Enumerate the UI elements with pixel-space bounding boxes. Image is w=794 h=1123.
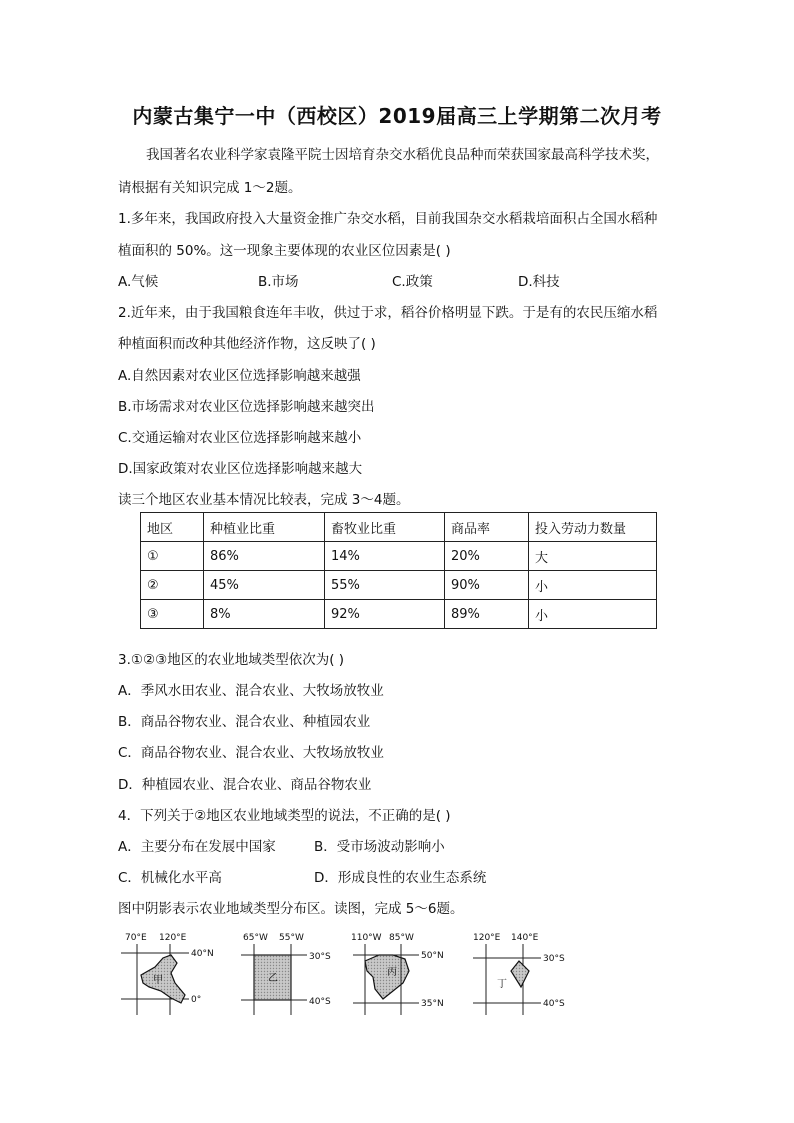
q1-option-b[interactable]: B.市场 [258,274,299,290]
q2-option-b[interactable]: B.市场需求对农业区位选择影响越来越突出 [118,399,375,415]
table-intro: 读三个地区农业基本情况比较表，完成 3～4题。 [118,492,410,508]
q4-stem: 4．下列关于②地区农业地域类型的说法，不正确的是( ) [118,808,451,824]
map-ding-lat-bottom: 40°S [543,999,565,1009]
q4-option-c[interactable]: C．机械化水平高 [118,870,222,886]
table-header-cell: 商品率 [445,513,529,542]
map-jia-lon-left: 70°E [125,933,147,943]
map-ding-lat-top: 30°S [543,954,565,964]
map-jia-region-label: 甲 [153,975,163,986]
map-yi-lon-left: 65°W [243,933,268,943]
map-yi-region-label: 乙 [268,973,278,984]
q1-option-d[interactable]: D.科技 [518,274,560,290]
page-title: 内蒙古集宁一中（西校区）2019届高三上学期第二次月考 [132,104,662,128]
map-jia-lon-right: 120°E [159,933,187,943]
q2-option-a[interactable]: A.自然因素对农业区位选择影响越来越强 [118,368,361,384]
q3-option-b[interactable]: B．商品谷物农业、混合农业、种植园农业 [118,714,371,730]
map-ding-shaded-region [511,961,529,987]
q4-options-row-1 [118,835,718,855]
map-bing-region-label: 丙 [387,967,397,978]
map-yi-lon-right: 55°W [279,933,304,943]
table-cell: 90% [445,571,529,600]
table-row [141,600,657,629]
q2-stem-line-2: 种植面积而改种其他经济作物，这反映了( ) [118,336,376,352]
regional-maps-figure [115,925,585,1020]
map-ding-lon-left: 120°E [473,933,501,943]
map-bing-lon-left: 110°W [351,933,382,943]
table-header-cell: 地区 [141,513,204,542]
table-cell: 8% [204,600,325,629]
table-cell: 86% [204,542,325,571]
q2-option-c[interactable]: C.交通运输对农业区位选择影响越来越小 [118,430,362,446]
q4-options-row-2 [118,866,718,886]
map-yi-lat-bottom: 40°S [309,997,331,1007]
table-cell: 大 [529,542,657,571]
table-header-cell: 投入劳动力数量 [529,513,657,542]
table-cell: 45% [204,571,325,600]
q3-option-a[interactable]: A．季风水田农业、混合农业、大牧场放牧业 [118,683,384,699]
table-cell: ② [141,571,204,600]
map-yi [241,933,331,1015]
table-cell: 55% [325,571,445,600]
table-cell: 小 [529,571,657,600]
q4-option-d[interactable]: D．形成良性的农业生态系统 [314,870,487,886]
agriculture-comparison-table [140,512,657,629]
map-intro: 图中阴影表示农业地域类型分布区。读图，完成 5～6题。 [118,901,464,917]
map-jia-lat-bottom: 0° [191,995,202,1005]
table-cell: 92% [325,600,445,629]
map-bing-lat-top: 50°N [421,951,444,961]
q1-option-c[interactable]: C.政策 [392,274,433,290]
table-cell: ① [141,542,204,571]
q3-option-c[interactable]: C．商品谷物农业、混合农业、大牧场放牧业 [118,745,384,761]
q3-stem: 3.①②③地区的农业地域类型依次为( ) [118,652,345,668]
table-row [141,542,657,571]
table-cell: 89% [445,600,529,629]
map-ding-region-label: 丁 [497,979,507,990]
table-header-cell: 畜牧业比重 [325,513,445,542]
table-cell: ③ [141,600,204,629]
q1-stem-line-1: 1.多年来，我国政府投入大量资金推广杂交水稻，目前我国杂交水稻栽培面积占全国水稻种 [118,211,658,227]
q1-option-a[interactable]: A.气候 [118,274,159,290]
table-cell: 小 [529,600,657,629]
map-yi-lat-top: 30°S [309,952,331,962]
table-row [141,571,657,600]
map-bing-lon-right: 85°W [389,933,414,943]
q2-stem-line-1: 2.近年来，由于我国粮食连年丰收，供过于求，稻谷价格明显下跌。于是有的农民压缩水稻 [118,305,658,321]
map-ding-lon-right: 140°E [511,933,539,943]
q4-option-b[interactable]: B．受市场波动影响小 [314,839,445,855]
map-jia-lat-top: 40°N [191,949,214,959]
q4-option-a[interactable]: A．主要分布在发展中国家 [118,839,276,855]
table-header-row [141,513,657,542]
q1-options [118,270,718,290]
map-ding [473,933,565,1015]
map-jia-shaded-region [141,955,185,1003]
map-jia [121,933,214,1015]
intro-line-2: 请根据有关知识完成 1～2题。 [118,180,302,196]
q2-option-d[interactable]: D.国家政策对农业区位选择影响越来越大 [118,461,363,477]
map-bing [351,933,444,1015]
intro-line-1: 我国著名农业科学家袁隆平院士因培育杂交水稻优良品种而荣获国家最高科学技术奖， [146,147,659,163]
table-cell: 20% [445,542,529,571]
q3-option-d[interactable]: D．种植园农业、混合农业、商品谷物农业 [118,777,372,793]
q1-stem-line-2: 植面积的 50%。这一现象主要体现的农业区位因素是( ) [118,243,451,259]
table-header-cell: 种植业比重 [204,513,325,542]
table-cell: 14% [325,542,445,571]
map-bing-lat-bottom: 35°N [421,999,444,1009]
